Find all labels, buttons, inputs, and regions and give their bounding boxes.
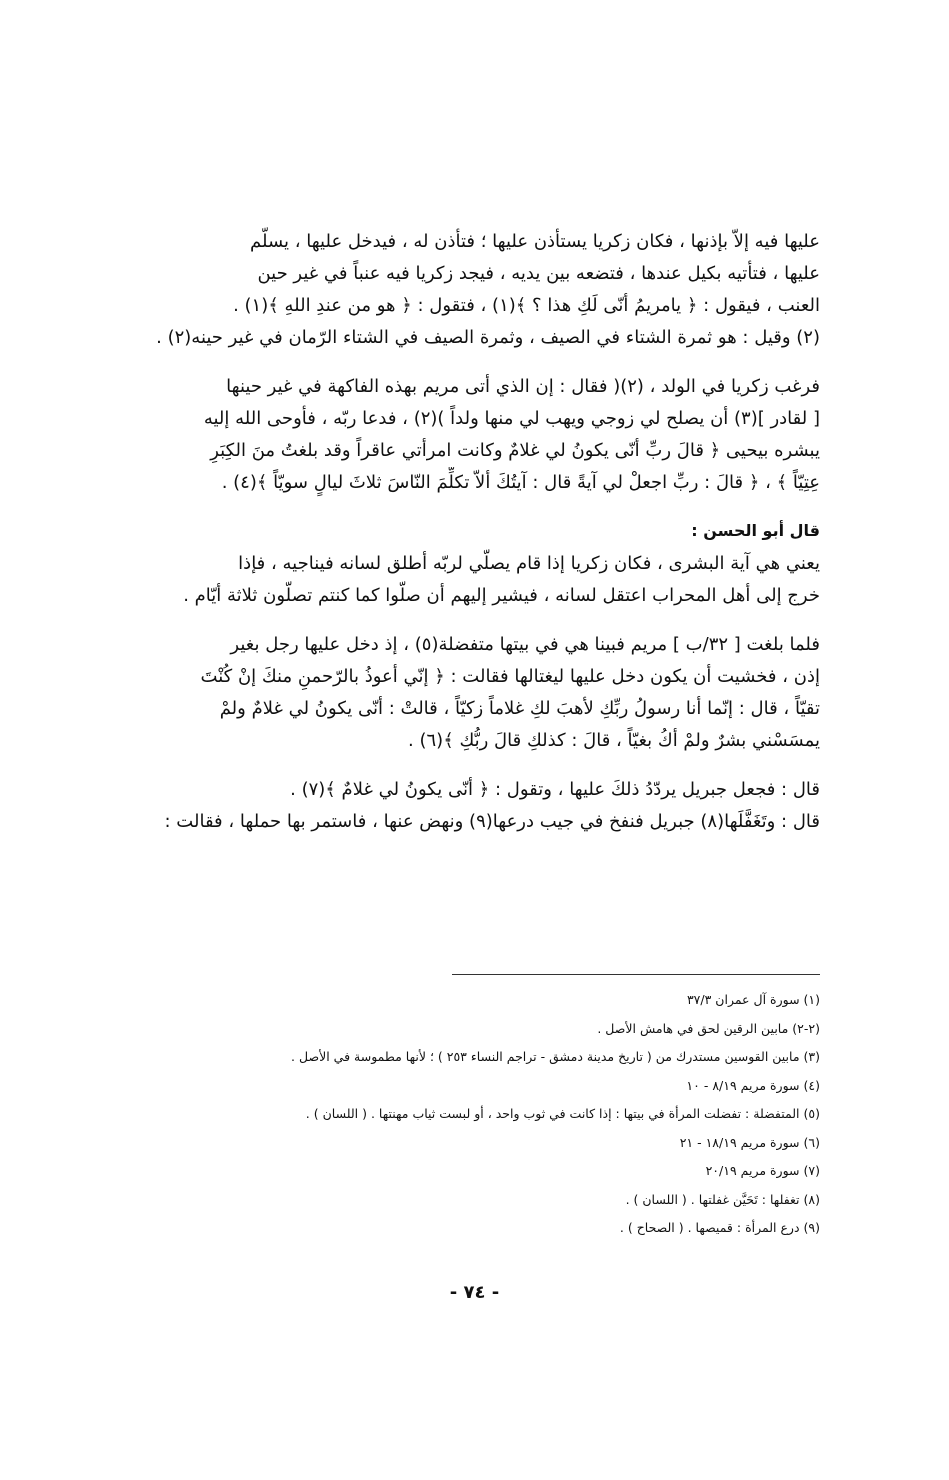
text-line: خرج إلى أهل المحراب اعتقل لسانه ، فيشير إليهم أن صلّوا كما كنتم تصلّون ثلاثة أيّام . [183,585,820,606]
paragraph-4 [118,629,820,757]
footnote: (٢-٢) مابين الرقين لحق في هامش الأصل . [597,1020,820,1036]
footnotes [118,986,820,1243]
section-heading: قال أبو الحسن : [691,521,820,540]
footnote: (٨) تغفلها : تَحَيَّن غفلتها . ( اللسان ) . [625,1191,820,1207]
footnote: (٧) سورة مريم ٢٠/١٩ [705,1163,820,1178]
text-line: يعني هي آية البشرى ، فكان زكريا إذا قام يصلّي لربّه أطلق لسانه فيناجيه ، فإذا [238,553,820,574]
paragraph-3 [118,516,820,612]
text-line: عِتِيّاً ﴾ ، ﴿ قالَ : ربِّ اجعلْ لي آيةً قال : آيتُكَ ألاّ تكلِّمَ النّاسَ ثلاثَ ليالٍ سويّاً ﴾(٤) . [221,472,820,493]
footnote: (٥) المتفضلة : تفضلت المرأة في بيتها : إذا كانت في ثوب واحد ، أو لبست ثياب مهنتها . ( اللسان ) . [305,1106,820,1121]
text-line: يبشره بيحيى ﴿ قالَ ربِّ أنّى يكونُ لي غلامٌ وكانت امرأتي عاقراً وقد بلغتُ منَ الكِبَرِ [210,440,820,461]
paragraph-5 [118,774,820,838]
text-line: فرغب زكريا في الولد ، (٢)( فقال : إن الذي أتى مريم بهذه الفاكهة في غير حينها [226,376,820,397]
text-line: فلما بلغت [ ٣٢/ب ] مريم فبينا هي في بيتها متفضلة(٥) ، إذ دخل عليها رجل بغير [230,634,820,655]
text-line: عليها فيه إلاّ بإذنها ، فكان زكريا يستأذن عليها ؛ فتأذن له ، فيدخل عليها ، يسلّم [250,231,820,252]
footnote: (٦) سورة مريم ١٨/١٩ - ٢١ [679,1134,820,1150]
main-text [118,226,820,855]
paragraph-1 [118,226,820,354]
text-line: قال : فجعل جبريل يردّدُ ذلكَ عليها ، وتقول : ﴿ أنّى يكونُ لي غلامٌ ﴾(٧) . [290,779,820,800]
footnote: (٣) مابين القوسين مستدرك من ( تاريخ مدينة دمشق - تراجم النساء ٢٥٣ ) ؛ لأنها مطموسة في الأصل . [291,1049,820,1064]
text-line: العنب ، فيقول : ﴿ يامريمُ أنّى لَكِ هذا ؟ ﴾(١) ، فتقول : ﴿ هو من عندِ اللهِ ﴾(١) . [233,295,820,316]
text-line: تقيّاً ، قال : إنّما أنا رسولُ ربِّكِ لأهبَ لكِ غلاماً زكيّاً ، قالتْ : أنّى يكونُ لي غلامٌ ولمْ [219,698,820,719]
text-line: قال : وتَغَفَّلَها(٨) جبريل فنفخ في جيب درعها(٩) ونهض عنها ، فاستمر بها حملها ، فقالت : [164,811,820,832]
text-line: يمسَسْني بشرٌ ولمْ أكُ بغيّاً ، قالَ : كذلكِ قالَ ربُّكِ ﴾(٦) . [408,730,820,751]
paragraph-2 [118,371,820,499]
footnote-divider [452,974,820,975]
footnote: (٤) سورة مريم ٨/١٩ - ١٠ [686,1077,820,1093]
text-line: عليها ، فتأتيه بكيل عندها ، فتضعه بين يديه ، فيجد زكريا فيه عنباً في غير حين [257,263,820,284]
footnote: (٩) درع المرأة : قميصها . ( الصحاح ) . [619,1220,820,1235]
page-number: - ٧٤ - [449,1282,500,1303]
text-line: إذن ، فخشيت أن يكون دخل عليها ليغتالها فقالت : ﴿ إنّي أعوذُ بالرّحمنِ منكَ إنْ كُنْتَ [200,666,820,687]
text-line: (٢) وقيل : هو ثمرة الشتاء في الصيف ، وثمرة الصيف في الشتاء الرّمان في غير حينه(٢) . [156,327,820,348]
text-line: [ لقادر ](٣) أن يصلح لي زوجي ويهب لي منها ولداً )(٢) ، فدعا ربّه ، فأوحى الله إليه [203,408,820,429]
footnote: (١) سورة آل عمران ٣٧/٣ [686,992,820,1007]
